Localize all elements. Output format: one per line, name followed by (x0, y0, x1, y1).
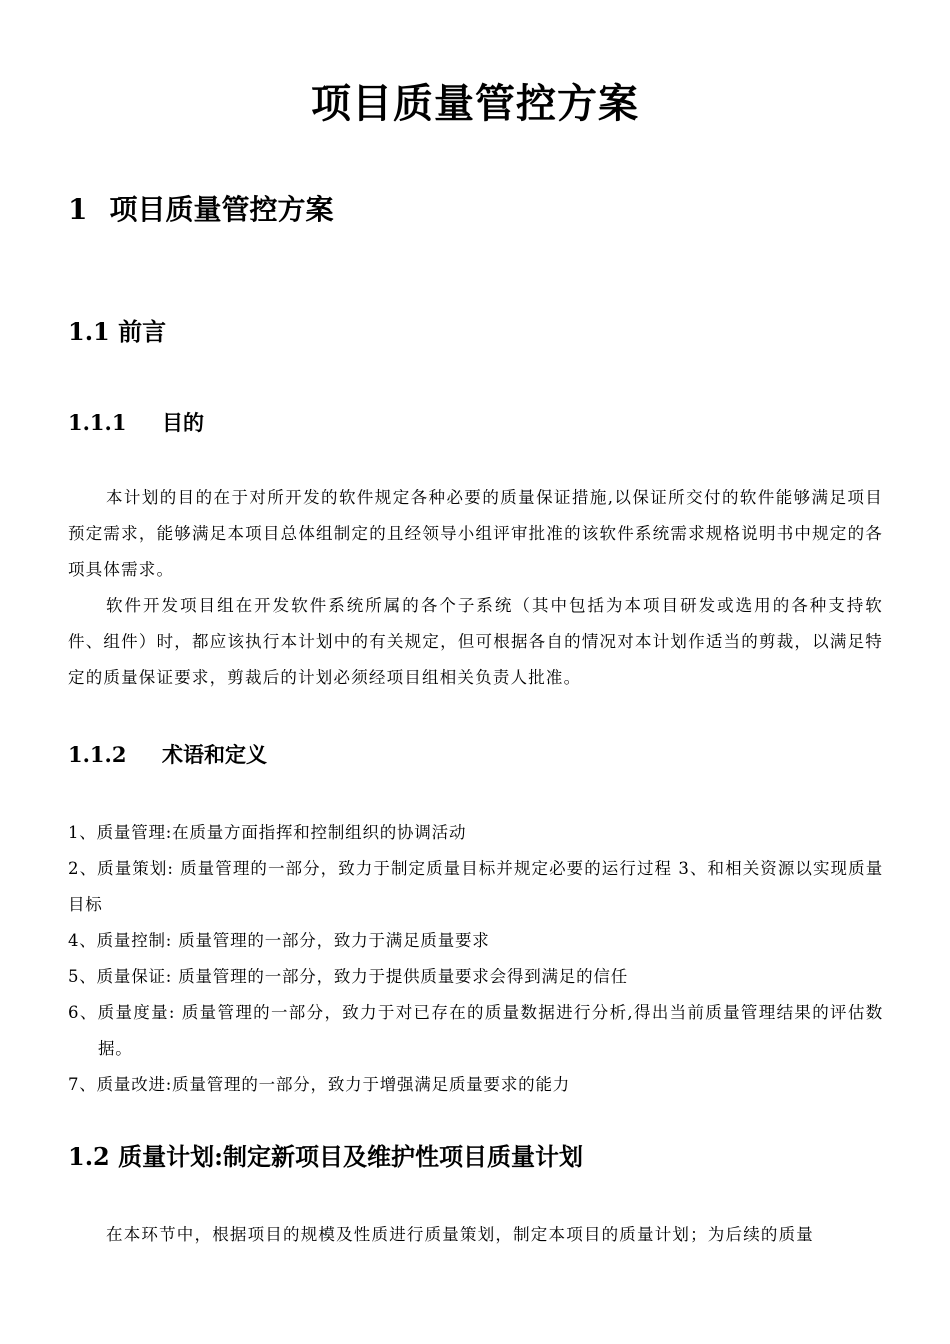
section-heading-1 (68, 190, 334, 230)
section-heading-1-1: 1.1 前言 (68, 317, 167, 346)
section-title: 目的 (162, 410, 204, 435)
section-heading-1-1-1 (68, 408, 204, 438)
section-number: 1.1.1 (68, 410, 127, 435)
section-heading-1-2: 1.2 质量计划:制定新项目及维护性项目质量计划 (68, 1142, 583, 1171)
list-item: 2、质量策划: 质量管理的一部分，致力于制定质量目标并规定必要的运行过程 3、和相关资源以实现质量目标 (68, 859, 883, 914)
list-item: 6、质量度量: 质量管理的一部分，致力于对已存在的质量数据进行分析,得出当前质量管理结果的评估数据。 (68, 1003, 883, 1058)
list-item: 5、质量保证: 质量管理的一部分，致力于提供质量要求会得到满足的信任 (68, 967, 629, 986)
list-item: 1、质量管理:在质量方面指挥和控制组织的协调活动 (68, 823, 467, 842)
list-item: 4、质量控制: 质量管理的一部分，致力于满足质量要求 (68, 931, 490, 950)
paragraph-quality-plan: 在本环节中，根据项目的规模及性质进行质量策划，制定本项目的质量计划；为后续的质量 (106, 1225, 814, 1244)
section-title: 术语和定义 (162, 742, 267, 767)
list-item: 7、质量改进:质量管理的一部分，致力于增强满足质量要求的能力 (68, 1075, 571, 1094)
section-number: 1 (68, 193, 88, 226)
section-number: 1.1.2 (68, 742, 127, 767)
document-title: 项目质量管控方案 (311, 80, 639, 127)
section-heading-1-1-2 (68, 740, 267, 770)
paragraph-purpose-1: 本计划的目的在于对所开发的软件规定各种必要的质量保证措施,以保证所交付的软件能够满足项目预定需求，能够满足本项目总体组制定的且经领导小组评审批准的该软件系统需求规格说明书中规定的各项具体需求。 (68, 488, 883, 579)
paragraph-purpose-2: 软件开发项目组在开发软件系统所属的各个子系统（其中包括为本项目研发或选用的各种支持软件、组件）时，都应该执行本计划中的有关规定，但可根据各自的情况对本计划作适当的剪裁，以满足特定的质量保证要求，剪裁后的计划必须经项目组相关负责人批准。 (68, 596, 883, 687)
section-title: 项目质量管控方案 (109, 193, 334, 226)
definitions-list (68, 815, 883, 1103)
